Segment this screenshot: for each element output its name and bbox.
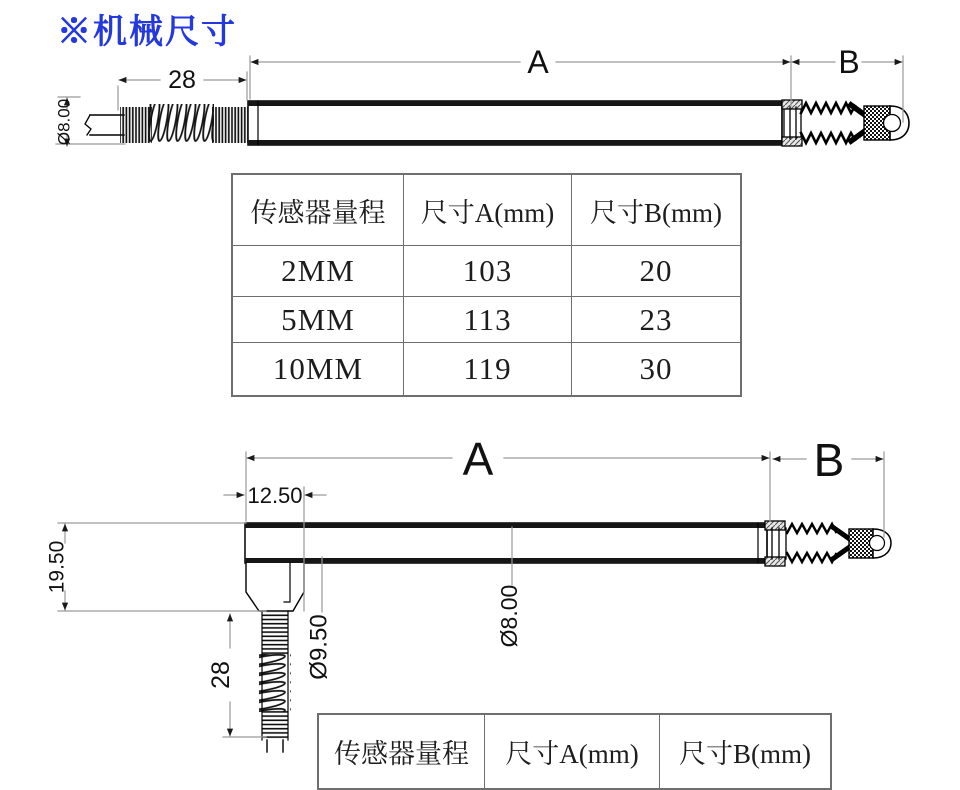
sensor-body-icon bbox=[248, 101, 782, 145]
dim-a-bottom bbox=[246, 433, 770, 521]
table-header-range: 传感器量程 bbox=[233, 175, 404, 246]
table-cell-dim-a: 113 bbox=[404, 297, 572, 343]
table-header-range: 传感器量程 bbox=[319, 715, 485, 788]
probe-tip-icon bbox=[864, 106, 909, 140]
table-header-dim-a: 尺寸A(mm) bbox=[404, 175, 572, 246]
dim-b-bottom bbox=[773, 434, 884, 537]
dim-body-diameter-label: Ø8.00 bbox=[496, 584, 522, 648]
dim-a-top bbox=[250, 44, 791, 106]
dim-thread-length-bottom-label: 28 bbox=[207, 661, 235, 689]
table-cell-dim-a: 119 bbox=[404, 343, 572, 395]
dim-mount-thread-diameter-label: Ø9.50 bbox=[305, 614, 333, 680]
bellows-spring2-icon bbox=[787, 524, 851, 562]
dim-b-top-label: B bbox=[838, 44, 860, 80]
dim-mount-offset-label: 12.50 bbox=[247, 483, 303, 508]
table-cell-range: 10MM bbox=[233, 343, 404, 395]
dim-rod-diameter-label: Ø8.00 bbox=[54, 98, 74, 146]
bellows-spring-icon bbox=[801, 103, 869, 143]
dim-mount-height bbox=[46, 523, 267, 611]
thread-section-icon bbox=[120, 104, 248, 146]
table-cell-dim-b: 30 bbox=[639, 351, 673, 386]
table-cell-dim-b: 23 bbox=[572, 297, 740, 343]
table-header-dim-b: 尺寸B(mm) bbox=[572, 175, 740, 246]
dim-mount-height-label: 19.50 bbox=[45, 540, 69, 594]
table-cell-dim-b: 20 bbox=[572, 246, 740, 297]
mount-bracket-icon bbox=[246, 563, 304, 611]
probe-tip2-icon bbox=[849, 529, 891, 558]
dim-mount-thread-diameter bbox=[306, 557, 333, 680]
table-header-dim-b: 尺寸B(mm) bbox=[679, 739, 811, 769]
table-cell-dim-a: 103 bbox=[404, 246, 572, 297]
table-header-dim-a: 尺寸A(mm) bbox=[485, 715, 660, 788]
table-cell-range: 2MM bbox=[233, 246, 404, 297]
dim-thread-length-top bbox=[118, 66, 247, 110]
dim-thread-length-bottom bbox=[207, 614, 266, 737]
dimension-table-bottom bbox=[317, 713, 832, 790]
mount-thread-icon bbox=[259, 611, 291, 752]
sensor-body2-icon bbox=[245, 523, 767, 563]
dimension-table-top bbox=[231, 173, 742, 397]
dim-rod-diameter bbox=[55, 97, 126, 146]
dim-a-top-label: A bbox=[527, 44, 549, 80]
drawing-top bbox=[55, 44, 910, 146]
drawing-bottom bbox=[46, 433, 892, 752]
end-connector-icon bbox=[782, 100, 802, 146]
dim-b-bottom-label: B bbox=[813, 434, 845, 486]
table-cell-range: 5MM bbox=[233, 297, 404, 343]
dim-thread-length-top-label: 28 bbox=[168, 66, 196, 94]
cable-rod-icon bbox=[85, 115, 124, 135]
page-title: ※机械尺寸 bbox=[57, 13, 237, 51]
dim-a-bottom-label: A bbox=[462, 433, 494, 485]
end-connector2-icon bbox=[765, 521, 786, 566]
